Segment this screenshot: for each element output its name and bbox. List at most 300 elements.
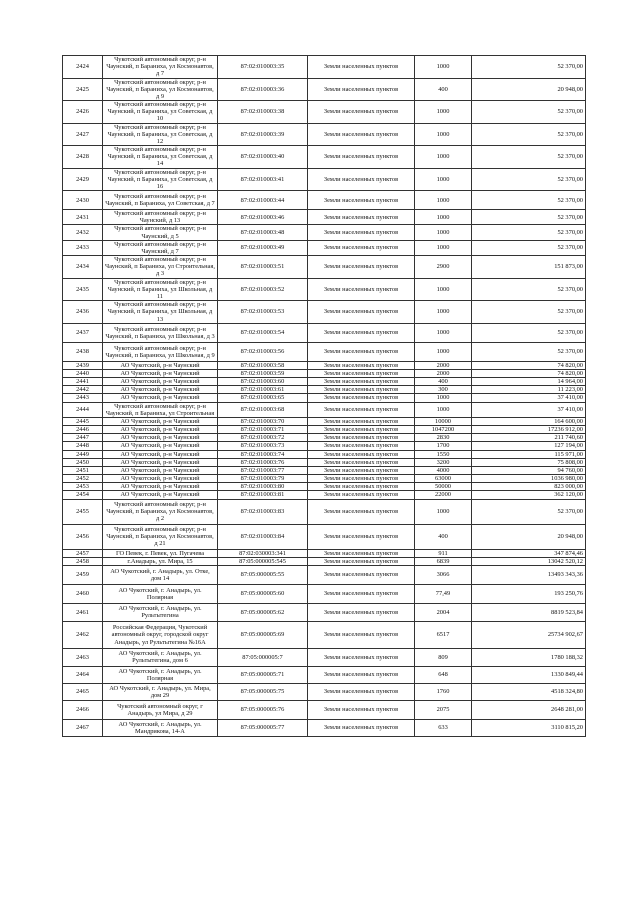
cadastral-value-cell: 75 808,00 [472, 458, 586, 466]
row-number-cell: 2434 [63, 256, 103, 279]
cadastral-number-cell: 87:02:010003:41 [218, 168, 308, 191]
land-category-cell: Земли населенных пунктов [308, 369, 415, 377]
address-cell: Чукотский автономный округ, р-н Чаунский, п Бараниха, ул Космонавтов, д 7 [103, 56, 218, 79]
address-cell: АО Чукотский, р-н Чаунский [103, 442, 218, 450]
row-number-cell: 2446 [63, 426, 103, 434]
cadastral-value-cell: 52 370,00 [472, 499, 586, 524]
table-row [63, 565, 586, 584]
cadastral-value-cell: 362 120,00 [472, 491, 586, 499]
address-cell: АО Чукотский, р-н Чаунский [103, 483, 218, 491]
land-category-cell: Земли населенных пунктов [308, 191, 415, 210]
land-category-cell: Земли населенных пунктов [308, 450, 415, 458]
address-cell: АО Чукотский, р-н Чаунский [103, 466, 218, 474]
land-category-cell: Земли населенных пунктов [308, 549, 415, 557]
area-cell: 2000 [415, 361, 472, 369]
cadastral-number-cell: 87:02:010003:35 [218, 56, 308, 79]
table-row [63, 700, 586, 719]
address-cell: АО Чукотский, р-н Чаунский [103, 426, 218, 434]
land-category-cell: Земли населенных пунктов [308, 378, 415, 386]
cadastral-number-cell: 87:02:010003:77 [218, 466, 308, 474]
cadastral-value-cell: 20 948,00 [472, 78, 586, 101]
land-category-cell: Земли населенных пунктов [308, 648, 415, 666]
cadastral-value-cell: 52 370,00 [472, 123, 586, 146]
cadastral-number-cell: 87:02:010003:61 [218, 386, 308, 394]
area-cell: 1000 [415, 168, 472, 191]
address-cell: АО Чукотский, р-н Чаунский [103, 434, 218, 442]
row-number-cell: 2441 [63, 378, 103, 386]
cadastral-number-cell: 87:05:000005:77 [218, 719, 308, 736]
area-cell: 2004 [415, 603, 472, 621]
table-row [63, 442, 586, 450]
table-row [63, 603, 586, 621]
cadastral-value-cell: 74 820,00 [472, 361, 586, 369]
table-row [63, 386, 586, 394]
row-number-cell: 2466 [63, 700, 103, 719]
area-cell: 1000 [415, 101, 472, 124]
land-category-cell: Земли населенных пунктов [308, 417, 415, 425]
address-cell: Чукотский автономный округ, г Анадырь, ул Мира, д 29 [103, 700, 218, 719]
cadastral-number-cell: 87:05:000005:75 [218, 683, 308, 700]
area-cell: 3200 [415, 458, 472, 466]
area-cell: 300 [415, 386, 472, 394]
table-row [63, 146, 586, 169]
table-row [63, 683, 586, 700]
table-row [63, 56, 586, 79]
cadastral-number-cell: 87:05:000005:60 [218, 584, 308, 603]
land-category-cell: Земли населенных пунктов [308, 584, 415, 603]
cadastral-value-cell: 1036 980,00 [472, 475, 586, 483]
address-cell: Чукотский автономный округ, р-н Чаунский, п Бараниха, ул Строительная, д 3 [103, 256, 218, 279]
land-category-cell: Земли населенных пунктов [308, 483, 415, 491]
land-category-cell: Земли населенных пунктов [308, 434, 415, 442]
cadastral-number-cell: 87:02:010003:36 [218, 78, 308, 101]
table-row [63, 402, 586, 417]
cadastral-number-cell: 87:05:000005:69 [218, 621, 308, 648]
area-cell: 77,49 [415, 584, 472, 603]
table-row [63, 426, 586, 434]
table-row [63, 123, 586, 146]
address-cell: Чукотский автономный округ, р-н Чаунский, п Бараниха, ул Советская, д 7 [103, 191, 218, 210]
cadastral-value-cell: 1780 188,32 [472, 648, 586, 666]
cadastral-number-cell: 87:02:010003:53 [218, 301, 308, 324]
table-row [63, 225, 586, 240]
cadastral-value-cell: 164 600,00 [472, 417, 586, 425]
row-number-cell: 2437 [63, 323, 103, 342]
table-row [63, 466, 586, 474]
cadastral-value-cell: 20 948,00 [472, 524, 586, 549]
cadastral-number-cell: 87:02:010003:46 [218, 210, 308, 225]
address-cell: АО Чукотский, р-н Чаунский [103, 417, 218, 425]
cadastral-number-cell: 87:02:010003:73 [218, 442, 308, 450]
table-row [63, 78, 586, 101]
row-number-cell: 2451 [63, 466, 103, 474]
table-row [63, 584, 586, 603]
cadastral-number-cell: 87:02:010003:51 [218, 256, 308, 279]
land-category-cell: Земли населенных пунктов [308, 301, 415, 324]
area-cell: 1550 [415, 450, 472, 458]
row-number-cell: 2465 [63, 683, 103, 700]
land-category-cell: Земли населенных пунктов [308, 426, 415, 434]
land-category-cell: Земли населенных пунктов [308, 666, 415, 683]
cadastral-number-cell: 87:02:010003:76 [218, 458, 308, 466]
land-category-cell: Земли населенных пунктов [308, 565, 415, 584]
land-category-cell: Земли населенных пунктов [308, 700, 415, 719]
area-cell: 1000 [415, 210, 472, 225]
address-cell: АО Чукотский, р-н Чаунский [103, 369, 218, 377]
address-cell: Чукотский автономный округ, р-н Чаунский, п Бараниха, ул Космонавтов, д 2 [103, 499, 218, 524]
cadastral-number-cell: 87:02:010003:74 [218, 450, 308, 458]
row-number-cell: 2440 [63, 369, 103, 377]
row-number-cell: 2424 [63, 56, 103, 79]
table-row [63, 621, 586, 648]
row-number-cell: 2442 [63, 386, 103, 394]
area-cell: 400 [415, 378, 472, 386]
cadastral-value-cell: 25734 902,67 [472, 621, 586, 648]
address-cell: АО Чукотский, р-н Чаунский [103, 386, 218, 394]
row-number-cell: 2454 [63, 491, 103, 499]
table-row [63, 168, 586, 191]
address-cell: АО Чукотский, г. Анадырь, ул. Полярная [103, 666, 218, 683]
area-cell: 50000 [415, 483, 472, 491]
row-number-cell: 2443 [63, 394, 103, 402]
land-category-cell: Земли населенных пунктов [308, 458, 415, 466]
address-cell: АО Чукотский, р-н Чаунский [103, 475, 218, 483]
land-category-cell: Земли населенных пунктов [308, 101, 415, 124]
cadastral-number-cell: 87:05:000005:545 [218, 557, 308, 565]
row-number-cell: 2455 [63, 499, 103, 524]
area-cell: 400 [415, 78, 472, 101]
table-row [63, 499, 586, 524]
row-number-cell: 2456 [63, 524, 103, 549]
address-cell: АО Чукотский, г. Анадырь, ул. Отке, дом 14 [103, 565, 218, 584]
area-cell: 6839 [415, 557, 472, 565]
cadastral-number-cell: 87:05:000005:62 [218, 603, 308, 621]
row-number-cell: 2433 [63, 240, 103, 255]
address-cell: АО Чукотский, р-н Чаунский [103, 458, 218, 466]
row-number-cell: 2462 [63, 621, 103, 648]
cadastral-value-cell: 52 370,00 [472, 278, 586, 301]
area-cell: 6517 [415, 621, 472, 648]
row-number-cell: 2464 [63, 666, 103, 683]
cadastral-value-cell: 1330 849,44 [472, 666, 586, 683]
address-cell: АО Чукотский, р-н Чаунский [103, 361, 218, 369]
area-cell: 633 [415, 719, 472, 736]
address-cell: Чукотский автономный округ, р-н Чаунский, д 13 [103, 210, 218, 225]
address-cell: Чукотский автономный округ, р-н Чаунский, п Бараниха, ул Строительная [103, 402, 218, 417]
table-row [63, 301, 586, 324]
cadastral-number-cell: 87:02:010003:40 [218, 146, 308, 169]
cadastral-number-cell: 87:02:010003:54 [218, 323, 308, 342]
table-row [63, 191, 586, 210]
address-cell: АО Чукотский, р-н Чаунский [103, 378, 218, 386]
land-registry-sheet [62, 55, 585, 737]
table-row [63, 483, 586, 491]
area-cell: 2830 [415, 434, 472, 442]
land-category-cell: Земли населенных пунктов [308, 78, 415, 101]
row-number-cell: 2435 [63, 278, 103, 301]
cadastral-value-cell: 8819 523,84 [472, 603, 586, 621]
land-category-cell: Земли населенных пунктов [308, 475, 415, 483]
cadastral-value-cell: 37 410,00 [472, 394, 586, 402]
row-number-cell: 2452 [63, 475, 103, 483]
land-category-cell: Земли населенных пунктов [308, 466, 415, 474]
cadastral-value-cell: 94 760,00 [472, 466, 586, 474]
row-number-cell: 2457 [63, 549, 103, 557]
land-category-cell: Земли населенных пунктов [308, 683, 415, 700]
row-number-cell: 2461 [63, 603, 103, 621]
cadastral-value-cell: 13042 520,12 [472, 557, 586, 565]
area-cell: 2075 [415, 700, 472, 719]
address-cell: г.Анадырь, ул. Мира, 15 [103, 557, 218, 565]
row-number-cell: 2426 [63, 101, 103, 124]
row-number-cell: 2459 [63, 565, 103, 584]
address-cell: Чукотский автономный округ, р-н Чаунский, п Бараниха, ул Советская, д 10 [103, 101, 218, 124]
table-row [63, 369, 586, 377]
area-cell: 400 [415, 524, 472, 549]
cadastral-number-cell: 87:02:010003:71 [218, 426, 308, 434]
table-row [63, 719, 586, 736]
address-cell: Чукотский автономный округ, р-н Чаунский, п Бараниха, ул Советская, д 16 [103, 168, 218, 191]
land-category-cell: Земли населенных пунктов [308, 210, 415, 225]
area-cell: 2000 [415, 369, 472, 377]
cadastral-value-cell: 52 370,00 [472, 191, 586, 210]
cadastral-value-cell: 52 370,00 [472, 146, 586, 169]
row-number-cell: 2436 [63, 301, 103, 324]
table-row [63, 394, 586, 402]
row-number-cell: 2445 [63, 417, 103, 425]
area-cell: 1000 [415, 323, 472, 342]
land-category-cell: Земли населенных пунктов [308, 256, 415, 279]
cadastral-number-cell: 87:02:010003:72 [218, 434, 308, 442]
cadastral-value-cell: 37 410,00 [472, 402, 586, 417]
area-cell: 1000 [415, 123, 472, 146]
table-row [63, 458, 586, 466]
land-category-cell: Земли населенных пунктов [308, 524, 415, 549]
table-row [63, 450, 586, 458]
cadastral-value-cell: 823 000,00 [472, 483, 586, 491]
row-number-cell: 2428 [63, 146, 103, 169]
table-row [63, 342, 586, 361]
address-cell: АО Чукотский, р-н Чаунский [103, 450, 218, 458]
cadastral-value-cell: 17236 912,00 [472, 426, 586, 434]
area-cell: 1000 [415, 191, 472, 210]
area-cell: 3066 [415, 565, 472, 584]
table-body [63, 56, 586, 737]
row-number-cell: 2450 [63, 458, 103, 466]
cadastral-value-cell: 52 370,00 [472, 210, 586, 225]
area-cell: 1000 [415, 301, 472, 324]
land-category-cell: Земли населенных пунктов [308, 402, 415, 417]
cadastral-value-cell: 52 370,00 [472, 240, 586, 255]
table-row [63, 240, 586, 255]
address-cell: АО Чукотский, г. Анадырь, ул. Рультытегина [103, 603, 218, 621]
address-cell: Чукотский автономный округ, р-н Чаунский, п Бараниха, ул Космонавтов, д 9 [103, 78, 218, 101]
address-cell: Чукотский автономный округ, р-н Чаунский, п Бараниха, ул Школьная, д 11 [103, 278, 218, 301]
table-row [63, 323, 586, 342]
row-number-cell: 2458 [63, 557, 103, 565]
row-number-cell: 2430 [63, 191, 103, 210]
area-cell: 1700 [415, 442, 472, 450]
area-cell: 1000 [415, 394, 472, 402]
land-category-cell: Земли населенных пунктов [308, 557, 415, 565]
address-cell: АО Чукотский, г. Анадырь, ул. Полярная [103, 584, 218, 603]
address-cell: Российская Федерация, Чукотский автономный округ, городской округ Анадырь, ул Рультытегина №16А [103, 621, 218, 648]
land-category-cell: Земли населенных пунктов [308, 278, 415, 301]
land-plots-table [62, 55, 586, 737]
cadastral-number-cell: 87:02:010003:38 [218, 101, 308, 124]
land-category-cell: Земли населенных пунктов [308, 719, 415, 736]
cadastral-value-cell: 52 370,00 [472, 342, 586, 361]
land-category-cell: Земли населенных пунктов [308, 240, 415, 255]
row-number-cell: 2448 [63, 442, 103, 450]
table-row [63, 256, 586, 279]
cadastral-number-cell: 87:02:010003:60 [218, 378, 308, 386]
cadastral-value-cell: 52 370,00 [472, 101, 586, 124]
table-row [63, 524, 586, 549]
cadastral-number-cell: 87:02:010003:49 [218, 240, 308, 255]
area-cell: 1000 [415, 278, 472, 301]
area-cell: 1000 [415, 56, 472, 79]
address-cell: АО Чукотский, г. Анадырь, ул. Мира, дом 29 [103, 683, 218, 700]
row-number-cell: 2453 [63, 483, 103, 491]
land-category-cell: Земли населенных пунктов [308, 168, 415, 191]
address-cell: Чукотский автономный округ, р-н Чаунский, п Бараниха, ул Советская, д 12 [103, 123, 218, 146]
table-row [63, 278, 586, 301]
land-category-cell: Земли населенных пунктов [308, 146, 415, 169]
address-cell: Чукотский автономный округ, р-н Чаунский, д 7 [103, 240, 218, 255]
cadastral-value-cell: 151 873,00 [472, 256, 586, 279]
area-cell: 10000 [415, 417, 472, 425]
cadastral-value-cell: 52 370,00 [472, 56, 586, 79]
address-cell: АО Чукотский, р-н Чаунский [103, 394, 218, 402]
cadastral-value-cell: 347 874,46 [472, 549, 586, 557]
cadastral-value-cell: 52 370,00 [472, 168, 586, 191]
cadastral-number-cell: 87:02:030003:341 [218, 549, 308, 557]
area-cell: 1000 [415, 342, 472, 361]
cadastral-number-cell: 87:02:010003:44 [218, 191, 308, 210]
cadastral-value-cell: 52 370,00 [472, 301, 586, 324]
cadastral-value-cell: 14 964,00 [472, 378, 586, 386]
table-row [63, 361, 586, 369]
table-row [63, 549, 586, 557]
row-number-cell: 2467 [63, 719, 103, 736]
area-cell: 1000 [415, 146, 472, 169]
cadastral-value-cell: 52 370,00 [472, 225, 586, 240]
address-cell: АО Чукотский, г. Анадырь, ул. Рультытегина, дом 6 [103, 648, 218, 666]
address-cell: АО Чукотский, р-н Чаунский [103, 491, 218, 499]
table-row [63, 475, 586, 483]
cadastral-number-cell: 87:02:010003:48 [218, 225, 308, 240]
land-category-cell: Земли населенных пунктов [308, 225, 415, 240]
cadastral-value-cell: 13493 343,36 [472, 565, 586, 584]
cadastral-value-cell: 127 194,00 [472, 442, 586, 450]
area-cell: 1047200 [415, 426, 472, 434]
address-cell: Чукотский автономный округ, р-н Чаунский, п Бараниха, ул Школьная, д 9 [103, 342, 218, 361]
row-number-cell: 2449 [63, 450, 103, 458]
area-cell: 1000 [415, 402, 472, 417]
table-row [63, 491, 586, 499]
cadastral-number-cell: 87:02:010003:80 [218, 483, 308, 491]
land-category-cell: Земли населенных пунктов [308, 323, 415, 342]
table-row [63, 557, 586, 565]
row-number-cell: 2427 [63, 123, 103, 146]
table-row [63, 648, 586, 666]
area-cell: 1000 [415, 499, 472, 524]
address-cell: Чукотский автономный округ, р-н Чаунский, п Бараниха, ул Школьная, д 13 [103, 301, 218, 324]
table-row [63, 378, 586, 386]
cadastral-number-cell: 87:02:010003:79 [218, 475, 308, 483]
cadastral-number-cell: 87:05:000005:55 [218, 565, 308, 584]
row-number-cell: 2429 [63, 168, 103, 191]
cadastral-number-cell: 87:02:010003:83 [218, 499, 308, 524]
table-row [63, 210, 586, 225]
land-category-cell: Земли населенных пунктов [308, 342, 415, 361]
cadastral-value-cell: 4518 324,80 [472, 683, 586, 700]
cadastral-number-cell: 87:05:000005:7 [218, 648, 308, 666]
land-category-cell: Земли населенных пунктов [308, 56, 415, 79]
land-category-cell: Земли населенных пунктов [308, 603, 415, 621]
address-cell: Чукотский автономный округ, р-н Чаунский, д 5 [103, 225, 218, 240]
table-row [63, 417, 586, 425]
area-cell: 648 [415, 666, 472, 683]
land-category-cell: Земли населенных пунктов [308, 123, 415, 146]
table-row [63, 434, 586, 442]
cadastral-value-cell: 3110 815,20 [472, 719, 586, 736]
address-cell: АО Чукотский, г. Анадырь, ул. Мандрикова, 14-А [103, 719, 218, 736]
cadastral-value-cell: 193 250,76 [472, 584, 586, 603]
land-category-cell: Земли населенных пунктов [308, 361, 415, 369]
row-number-cell: 2431 [63, 210, 103, 225]
land-category-cell: Земли населенных пунктов [308, 499, 415, 524]
cadastral-number-cell: 87:02:010003:58 [218, 361, 308, 369]
cadastral-number-cell: 87:02:010003:84 [218, 524, 308, 549]
area-cell: 2900 [415, 256, 472, 279]
area-cell: 1000 [415, 225, 472, 240]
area-cell: 1000 [415, 240, 472, 255]
land-category-cell: Земли населенных пунктов [308, 386, 415, 394]
cadastral-number-cell: 87:02:010003:70 [218, 417, 308, 425]
cadastral-value-cell: 211 740,60 [472, 434, 586, 442]
area-cell: 911 [415, 549, 472, 557]
row-number-cell: 2447 [63, 434, 103, 442]
area-cell: 4000 [415, 466, 472, 474]
cadastral-number-cell: 87:05:000005:76 [218, 700, 308, 719]
land-category-cell: Земли населенных пунктов [308, 621, 415, 648]
cadastral-value-cell: 52 370,00 [472, 323, 586, 342]
cadastral-value-cell: 2648 281,00 [472, 700, 586, 719]
address-cell: Чукотский автономный округ, р-н Чаунский, п Бараниха, ул Школьная, д 3 [103, 323, 218, 342]
area-cell: 22000 [415, 491, 472, 499]
cadastral-number-cell: 87:02:010003:39 [218, 123, 308, 146]
land-category-cell: Земли населенных пунктов [308, 442, 415, 450]
row-number-cell: 2425 [63, 78, 103, 101]
row-number-cell: 2438 [63, 342, 103, 361]
cadastral-number-cell: 87:02:010003:59 [218, 369, 308, 377]
row-number-cell: 2432 [63, 225, 103, 240]
area-cell: 63000 [415, 475, 472, 483]
cadastral-value-cell: 115 971,00 [472, 450, 586, 458]
cadastral-number-cell: 87:02:010003:68 [218, 402, 308, 417]
row-number-cell: 2439 [63, 361, 103, 369]
cadastral-value-cell: 11 223,00 [472, 386, 586, 394]
row-number-cell: 2463 [63, 648, 103, 666]
row-number-cell: 2444 [63, 402, 103, 417]
cadastral-number-cell: 87:02:010003:52 [218, 278, 308, 301]
address-cell: Чукотский автономный округ, р-н Чаунский, п Бараниха, ул Советская, д 14 [103, 146, 218, 169]
cadastral-value-cell: 74 820,00 [472, 369, 586, 377]
table-row [63, 101, 586, 124]
area-cell: 809 [415, 648, 472, 666]
